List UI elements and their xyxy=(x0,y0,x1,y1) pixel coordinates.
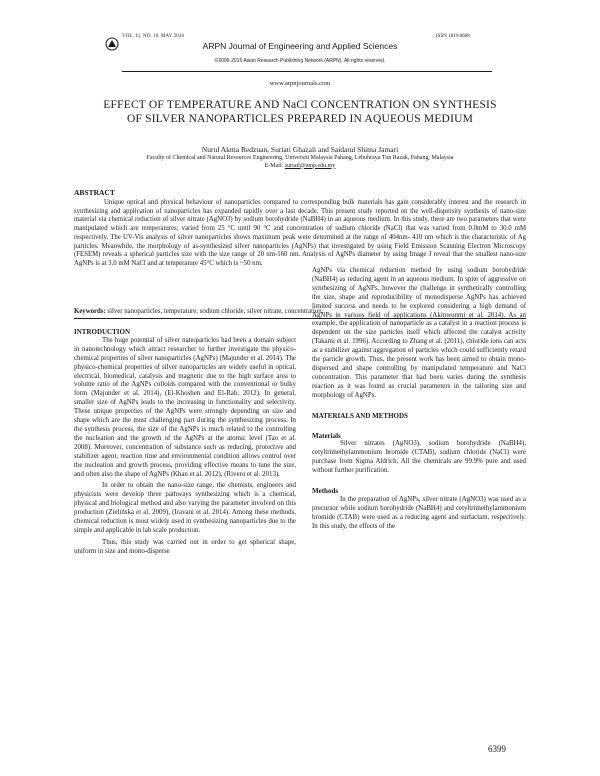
email-label: E-Mail: xyxy=(264,162,285,169)
keywords-label: Keywords: xyxy=(74,308,108,315)
page-number: 6399 xyxy=(488,744,506,754)
journal-name: ARPN Journal of Engineering and Applied Sciences xyxy=(202,41,398,51)
paper-authors: Nurul Akma Redzuan, Suriati Ghazali and Saidatul Shima Jamari xyxy=(201,145,399,154)
journal-volume: VOL. 11, NO. 10, MAY 2016 xyxy=(122,34,185,39)
intro-paragraph-1: The huge potential of silver nanoparticles had been a domain subject in nanotechnology which attract researcher to further investigate the physico-chemical properties of silver nanoparticles (AgNPs) (Majunder et al. 2014). The physico-chemical properties of silver nanoparticles are widely useful in optical, electrical, biomedical, catalysis and magnetic due to the high surface area to volume ratio of the AgNPs colloids compared with the conventional or bulky form (Majunder et al. 2014), (El-Khoshen and El-Rab, 2012). In general, smaller size of AgNPs leads to the increasing in functionality and selectivity. These unique properties of the AgNPs were strongly depending on size and shape which are the most challenging part during the synthesizing process. In the synthesis process, the size of the AgNPs is much related to the controlling the nucleation and the growth of the AgNPs at the atomic level (Tao et al. 2008). Moreover, concentration of substance such as reducing, protective and stabilizer agent, reaction time and environmental condition allows control over the nucleation and growth process, providing effective means to tune the size, and often also the shape of AgNPs (Khan et al. 2012), (Rivero et al. 2013). xyxy=(74,336,296,478)
right-paragraph-1: AgNPs via chemical reduction method by using sodium borohydride (NaBH4) as reducing agent in an aqueous medium. In spite of aggressive on synthesizing of AgNPs, however the challenge in synthetically controlling the size, shape and reproducibility of monodisperse AgNPs has achieved limited success and needs to be explored considering a high demand of AgNPs in various field of applications (Akinwunmi et al. 2014). As an example, the application of nanoparticle as a catalyst in a reaction process is dependent on the size particles itself which affected the catalyst activity (Takami et al. 1996). According to Zhang et al. (2011), chloride ions can acts as a stabilizer against aggregation of particles which could sufficiently retard the particle growth. Thus, the present work has been aimed to obtain mono-dispersed and shape controlling by manipulated temperature and NaCl concentration. This parameter that had been varies during the synthesis reaction as it was found as crucial parameters in the tailoring size and morphology of AgNPs. xyxy=(312,267,526,399)
right-column xyxy=(312,267,526,532)
abstract-text: Unique optical and physical behaviour of nanoparticles compared to corresponding bulk materials has gain considerably interest and the research in synthesizing and application of nanoparticles has expanded rapidly over a last decade. This present study reported on the well-dispersity synthesis of nano-size material via chemical reduction of silver nitrate (AgNO3) by sodium borohydride (NaBH4) in an aqueous medium. In this study, there are two parameters that were manipulated which are temperatures; varied from 25 °C until 90 °C and concentration of sodium chloride (NaCl) that was varied from 0.0mM to 30.0 mM respectively. The UV-Vis analysis of silver nanoparticles shows maximum peak were determined at the range of 404nm- 410 nm which is the characteristic of Ag particles. Meanwhile, the morphology of as-synthesized silver nanoparticles (AgNPs) that investigated by using Field Emission Scanning Electron Microscopy (FESEM) reveals a spherical particles size with the size range of 20 nm-160 nm. Analysis of AgNPs diameter by using Image J reveal that the smallest nano-size AgNPs is at 3.0 mM NaCl and at temperature 45°C which is ~50 nm. xyxy=(74,199,526,267)
journal-copyright: ©2006-2016 Asian Research Publishing Network (ARPN). All rights reserved. xyxy=(214,58,386,64)
abstract-heading: ABSTRACT xyxy=(74,188,115,197)
abstract-body xyxy=(74,199,526,269)
header-divider xyxy=(122,71,492,72)
left-column xyxy=(74,328,296,557)
intro-paragraph-2: In order to obtain the nano-size range, the chemists, engineers and physicists were develop three pathways synthesizing which is a chemical, physical and biological method and also varying the parameter involved on this production (Zielińska et al. 2009), (Iravani et al. 2014). Among these methods, chemical reduction is most widely used in synthesizing nanoparticles due to the simple and applicable in lab scale production. xyxy=(74,482,296,534)
journal-issn: ISSN 1819-6608 xyxy=(436,34,470,39)
affiliation-text: Faculty of Chemical and Natural Resources Engineering, Universiti Malaysia Pahang, Lebuhraya Tun Razak, Pahang, Malaysia xyxy=(146,155,454,161)
introduction-heading: INTRODUCTION xyxy=(74,328,131,336)
paper-title: EFFECT OF TEMPERATURE AND NaCl CONCENTRATION ON SYNTHESIS OF SILVER NANOPARTICLES PREPARED IN AQUEOUS MEDIUM xyxy=(103,99,497,125)
intro-paragraph-3: Thus, this study was carried out in order to get spherical shape, uniform in size and mono-disperse xyxy=(74,538,296,555)
journal-url[interactable]: www.arpnjournals.com xyxy=(269,80,331,87)
materials-methods-heading: MATERIALS AND METHODS xyxy=(312,411,408,420)
email-line xyxy=(80,163,520,171)
materials-paragraph: Silver nitrates (AgNO3), sodium borohydride (NaBH4), cetyltrimethylammonium bromide (CTAB), sodium chloride (NaCl) were purchase from Sigma Aldrich. All the chemicals are 99.9% pure and used without further purification. xyxy=(312,440,526,475)
keywords xyxy=(74,308,323,315)
paper-affiliation xyxy=(80,155,520,170)
methods-subheading: Methods xyxy=(312,487,339,496)
methods-paragraph: In the preparation of AgNPs, silver nitrate (AgNO3) was used as a precursor while sodium borohydride (NaBH4) and cetyltrimethylammonium bromide (CTAB) were used as a reducing agent and surfactant, respectively. In this study, the effects of the xyxy=(312,495,526,530)
keywords-text: silver nanoparticles, temperature, sodium chloride, silver nitrate, concentration. xyxy=(107,308,324,315)
materials-subheading: Materials xyxy=(312,431,341,440)
email-link[interactable]: suriati@ump.edu.my xyxy=(284,162,336,169)
